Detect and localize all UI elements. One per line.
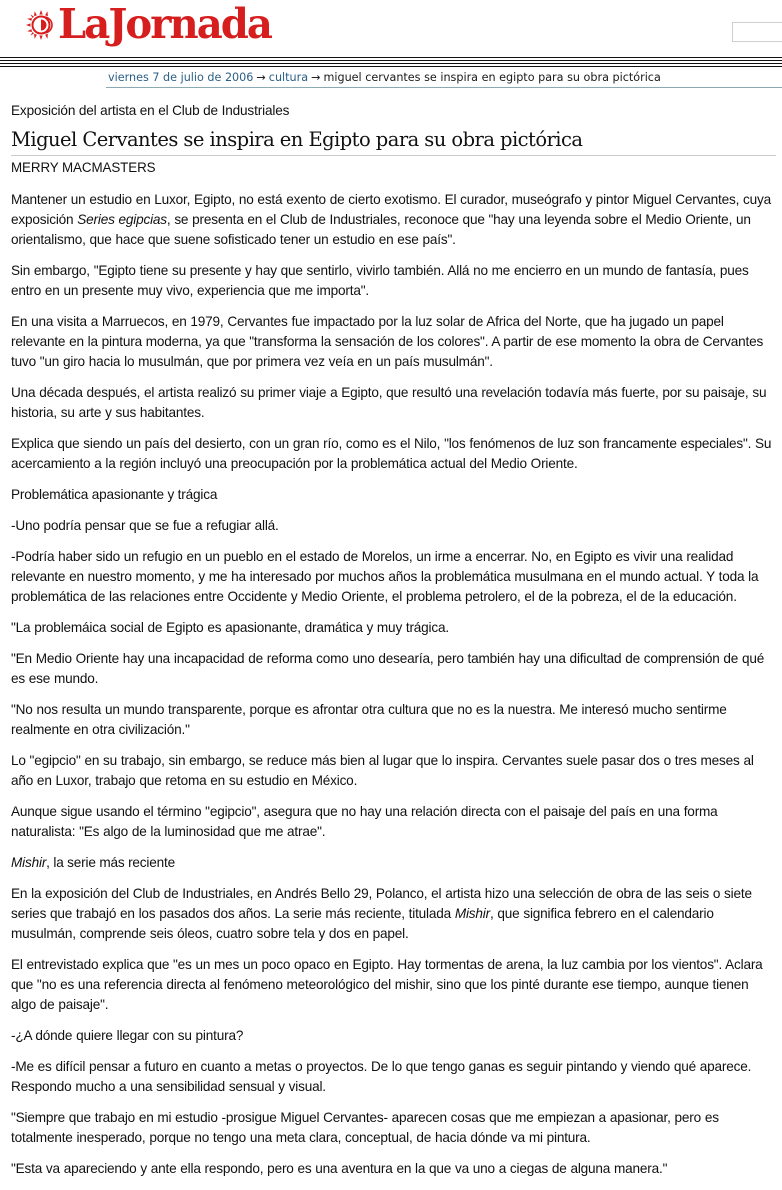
logo-wordmark: LaJornada xyxy=(58,0,272,48)
italic-text: Series egipcias xyxy=(77,212,167,227)
breadcrumb-section-link[interactable]: cultura xyxy=(268,71,309,84)
paragraph-text: Sin embargo, "Egipto tiene su presente y hay que sentirlo, vivirlo también. Allá no me encierro en un mundo de fantasía, pues entro en un presente muy vivo, experiencia que me importa". xyxy=(11,263,749,298)
article-paragraph xyxy=(11,1159,776,1179)
paragraph-text: Problemática apasionante y trágica xyxy=(11,487,218,502)
paragraph-text: , se presenta en el Club de Industriales, reconoce que "hay una leyenda sobre el Medio Oriente, un orientalismo, que hace que suene sofisticado tener un estudio en ese país". xyxy=(11,212,751,247)
breadcrumb xyxy=(106,70,782,88)
article-paragraph xyxy=(11,547,776,607)
paragraph-text: -Me es difícil pensar a futuro en cuanto a metas o proyectos. De lo que tengo ganas es seguir pintando y viendo qué aparece. Respondo mucho a una sensibilidad sensual y visual. xyxy=(11,1059,752,1094)
breadcrumb-date-link[interactable]: viernes 7 de julio de 2006 xyxy=(108,71,254,84)
paragraph-text: En la exposición del Club de Industriales, en Andrés Bello 29, Polanco, el artista hizo una selección de obra de las seis o siete series que trabajó en los pasados dos años. La serie más reciente, titulada xyxy=(11,886,752,921)
article-paragraph xyxy=(11,312,776,372)
paragraph-text: , la serie más reciente xyxy=(46,855,176,870)
article-subheading xyxy=(11,853,776,873)
paragraph-text: -¿A dónde quiere llegar con su pintura? xyxy=(11,1028,244,1043)
paragraph-text: "Esta va apareciendo y ante ella respondo, pero es una aventura en la que va uno a ciegas de alguna manera." xyxy=(11,1161,668,1176)
paragraph-text: Explica que siendo un país del desierto, con un gran río, como es el Nilo, "los fenómenos de luz son francamente especiales". Su acercamiento a la región incluyó una preocupación por la problemática actual del Medio Oriente. xyxy=(11,436,772,471)
paragraph-text: , que significa febrero en el calendario musulmán, comprende seis óleos, cuatro sobre tela y dos en papel. xyxy=(11,906,714,941)
article-paragraph xyxy=(11,1108,776,1148)
italic-text: Mishir xyxy=(11,855,47,870)
article xyxy=(11,101,776,1190)
article-paragraph xyxy=(11,751,776,791)
article-paragraph xyxy=(11,802,776,842)
arrow-right-icon: → xyxy=(256,71,266,84)
article-paragraph xyxy=(11,190,776,250)
article-paragraph xyxy=(11,434,776,474)
sun-logo-icon xyxy=(26,10,56,40)
article-title: Miguel Cervantes se inspira en Egipto para su obra pictórica xyxy=(11,127,776,156)
article-paragraph xyxy=(11,261,776,301)
article-paragraph xyxy=(11,383,776,423)
paragraph-text: Mantener un estudio en Luxor, Egipto, no está exento de cierto exotismo. El curador, museógrafo y pintor Miguel Cervantes, cuya exposición xyxy=(11,192,771,227)
paragraph-text: "La problemáica social de Egipto es apasionante, dramática y muy trágica. xyxy=(11,620,449,635)
article-body xyxy=(11,190,776,1179)
paragraph-text: "En Medio Oriente hay una incapacidad de reforma como uno desearía, pero también hay una dificultad de comprensión de qué es ese mundo. xyxy=(11,651,765,686)
article-author: MERRY MACMASTERS xyxy=(11,160,156,175)
article-paragraph xyxy=(11,1057,776,1097)
paragraph-text: Lo "egipcio" en su trabajo, sin embargo, se reduce más bien al lugar que lo inspira. Cervantes suele pasar dos o tres meses al año en Luxor, trabajo que retoma en su estudio en México. xyxy=(11,753,754,788)
paragraph-text: El entrevistado explica que "es un mes un poco opaco en Egipto. Hay tormentas de arena, la luz cambia por los vientos". Aclara que "no es una referencia directa al fenómeno meteorológico del mishir, sino que los pinté durante ese tiempo, aunque tienen algo de paisaje". xyxy=(11,957,763,1012)
paragraph-text: "Siempre que trabajo en mi estudio -prosigue Miguel Cervantes- aparecen cosas que me empiezan a apasionar, pero es totalmente inesperado, porque no tengo una meta clara, conceptual, de hacia dónde va mi pintura. xyxy=(11,1110,719,1145)
article-paragraph xyxy=(11,1026,776,1046)
article-paragraph xyxy=(11,700,776,740)
paragraph-text: -Uno podría pensar que se fue a refugiar allá. xyxy=(11,518,279,533)
article-paragraph xyxy=(11,618,776,638)
paragraph-text: En una visita a Marruecos, en 1979, Cervantes fue impactado por la luz solar de Africa del Norte, que ha jugado un papel relevante en la pintura moderna, ya que "transforma la sensación de los colores". A partir de ese momento la obra de Cervantes tuvo "un giro hacia lo musulmán, que por primera vez veía en un país musulmán". xyxy=(11,314,764,369)
paragraph-text: "No nos resulta un mundo transparente, porque es afrontar otra cultura que no es la nuestra. Me interesó mucho sentirme realmente en otra civilización." xyxy=(11,702,727,737)
italic-text: Mishir xyxy=(454,906,490,921)
header-rules-divider xyxy=(0,57,782,68)
arrow-right-icon: → xyxy=(311,71,321,84)
article-kicker: Exposición del artista en el Club de Industriales xyxy=(11,103,290,118)
search-input[interactable] xyxy=(732,22,782,42)
paragraph-text: Aunque sigue usando el término "egipcio", asegura que no hay una relación directa con el paisaje del país en una forma naturalista: "Es algo de la luminosidad que me atrae". xyxy=(11,804,718,839)
article-subheading xyxy=(11,485,776,505)
site-logo[interactable] xyxy=(26,2,275,46)
article-paragraph xyxy=(11,516,776,536)
breadcrumb-current: miguel cervantes se inspira en egipto para su obra pictórica xyxy=(323,71,661,84)
paragraph-text: Una década después, el artista realizó su primer viaje a Egipto, que resultó una revelación todavía más fuerte, por su paisaje, su historia, su arte y sus habitantes. xyxy=(11,385,767,420)
article-paragraph xyxy=(11,955,776,1015)
site-header xyxy=(0,0,782,60)
paragraph-text: -Podría haber sido un refugio en un pueblo en el estado de Morelos, un irme a encerrar. No, en Egipto es vivir una realidad relevante en nuestro momento, y me ha interesado por muchos años la problemática musulmana en el mundo actual. Y toda la problemática de las relaciones entre Occidente y Medio Oriente, el problema petrolero, el de la pobreza, el de la educación. xyxy=(11,549,759,604)
article-paragraph xyxy=(11,884,776,944)
article-paragraph xyxy=(11,649,776,689)
